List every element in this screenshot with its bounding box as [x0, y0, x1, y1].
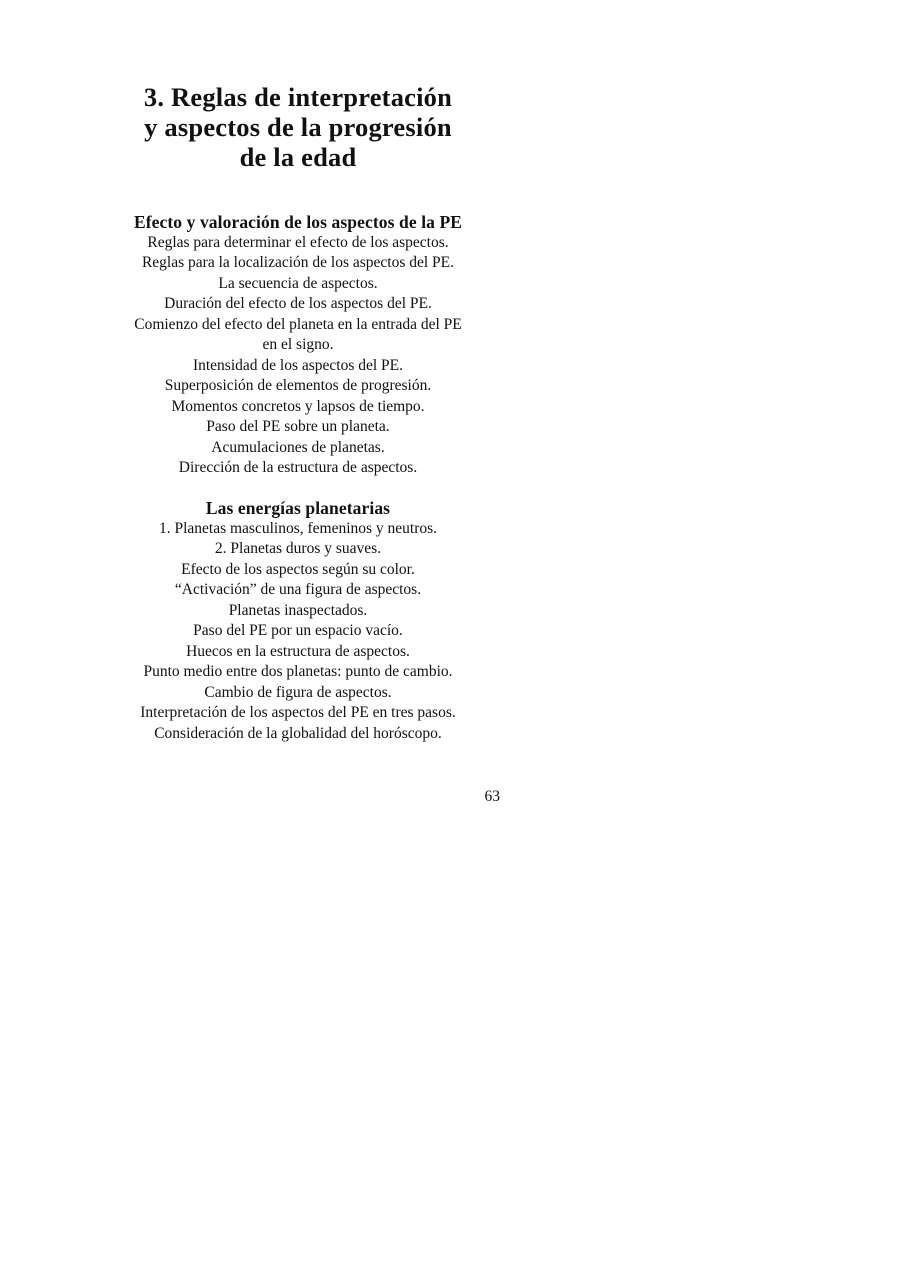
list-item: Acumulaciones de planetas. — [211, 438, 385, 456]
list-item: Reglas para la localización de los aspectos del PE. — [141, 254, 455, 271]
list-item: Cambio de figura de aspectos. — [204, 683, 392, 701]
list-item: Reglas para determinar el efecto de los aspectos. — [147, 233, 449, 251]
list-item: Dirección de la estructura de aspectos. — [178, 459, 418, 476]
list-item: Superposición de elementos de progresión. — [164, 377, 432, 394]
list-item: Paso del PE sobre un planeta. — [206, 418, 390, 435]
list-item: Duración del efecto de los aspectos del PE. — [164, 295, 432, 312]
section-item-list — [98, 233, 498, 479]
chapter-title-line: y aspectos de la progresión — [144, 112, 452, 142]
chapter-title — [98, 82, 498, 172]
chapter-title-line: de la edad — [239, 142, 357, 172]
list-item: Comienzo del efecto del planeta en la entrada del PE — [134, 315, 462, 333]
list-item: Intensidad de los aspectos del PE. — [192, 356, 404, 374]
list-item: Interpretación de los aspectos del PE en tres pasos. — [140, 704, 456, 721]
section-energias-planetarias — [98, 498, 498, 744]
list-item: “Activación” de una figura de aspectos. — [174, 581, 422, 598]
section-item-list — [98, 519, 498, 745]
list-item: La secuencia de aspectos. — [218, 274, 378, 292]
list-item: Efecto de los aspectos según su color. — [181, 560, 415, 578]
section-heading: Efecto y valoración de los aspectos de la PE — [133, 212, 463, 232]
list-item: Consideración de la globalidad del horóscopo. — [154, 724, 442, 742]
page-number: 63 — [484, 788, 500, 805]
chapter-title-line: 3. Reglas de interpretación — [143, 82, 453, 112]
list-item: 2. Planetas duros y suaves. — [214, 540, 382, 557]
list-item: Huecos en la estructura de aspectos. — [186, 642, 410, 660]
list-item: Planetas inaspectados. — [228, 601, 368, 619]
list-item: Paso del PE por un espacio vacío. — [193, 622, 403, 639]
list-item: Punto medio entre dos planetas: punto de cambio. — [143, 663, 453, 680]
list-item: Momentos concretos y lapsos de tiempo. — [171, 397, 425, 415]
section-heading: Las energías planetarias — [205, 498, 391, 518]
list-item: 1. Planetas masculinos, femeninos y neutros. — [158, 519, 438, 537]
list-item: en el signo. — [262, 336, 334, 353]
section-efecto-valoracion — [98, 212, 498, 479]
